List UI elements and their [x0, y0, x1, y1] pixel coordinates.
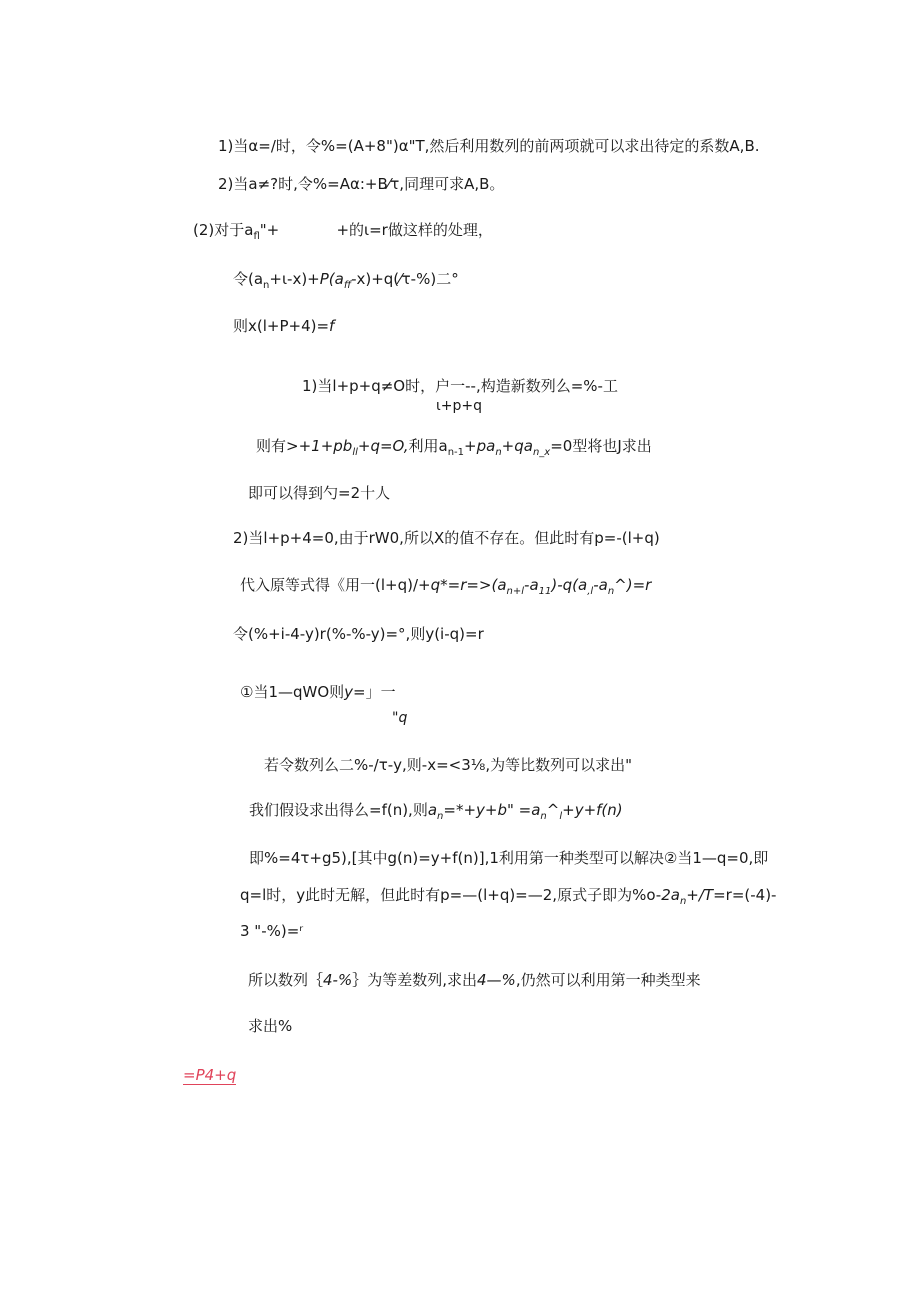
text-line-16: q=l时，y此时无解，但此时有p=—(l+q)=—2,原式子即为$\%o-2a_n+/T=r=(-4)-$	[240, 886, 777, 907]
text-line-9: 2)当l+p+4=0,由于rW0,所以X的值不存在。但此时有p=-(l+q)	[233, 529, 660, 547]
text-line-11: 令(%+i-4-y)r(%-%-y)=°,则y(i-q)=r	[233, 625, 484, 643]
text-line-4: 令$(a_n+\iota-x)+P(a_{ff}-x)+q(⁄\tau-\%)$二°	[233, 270, 459, 291]
text-line-3: (2)对于$a_{fl}"+$ +的ι=r做这样的处理，	[193, 221, 493, 242]
text-line-8: 即可以得到勺=2十人	[248, 484, 391, 502]
text-line-15: 即%=4τ+g5),[其中g(n)=y+f(n)],1利用第一种类型可以解决②当1—q=0,即	[249, 849, 769, 867]
text-line-5: 则x(l+P+4)=f	[233, 317, 335, 335]
fraction-denominator-2: "q	[392, 710, 408, 726]
text-line-6: 1)当l+p+q≠O时，户一--,构造新数列么=%-工	[302, 377, 618, 395]
text-line-2: 2)当a≠?时,令%=Aα:+B⁄τ,同理可求A,B。	[218, 175, 505, 193]
text-line-1: 1)当α=/时，令%=(A+8")α"T,然后利用数列的前两项就可以求出待定的系数A,B.	[218, 137, 760, 155]
text-line-14: 我们假设求出得么=f(n),则$a_n=*+y+b$" $=a_n\^{}_l+y+f(n)$	[249, 801, 623, 822]
margin-note: =P4+q	[183, 1066, 237, 1084]
text-line-13: 若令数列么二%-/τ-y,则-x=<3⅛,为等比数列可以求出"	[264, 756, 632, 774]
text-line-7: 则有$>+1+pb_{ll}+q=O$,利用$a_{n-1}+pa_n+qa_{n\_x}=0$型将也J求出	[256, 437, 652, 458]
text-line-19: 求出%	[248, 1017, 293, 1035]
text-line-17: 3 "-%)=ʳ	[240, 922, 304, 940]
text-line-12: ①当1—qWO则y=」一	[240, 683, 396, 701]
text-line-18: 所以数列｛4-%｝为等差数列,求出4—%,仍然可以利用第一种类型来	[248, 971, 701, 989]
fraction-denominator: ι+p+q	[436, 398, 482, 414]
text-line-10: 代入原等式得《用一$(l+q)/+q*=r=>(a_{n+l}-a_{11})-q(a_{,l}-a_n\^{})=r$	[240, 576, 652, 597]
